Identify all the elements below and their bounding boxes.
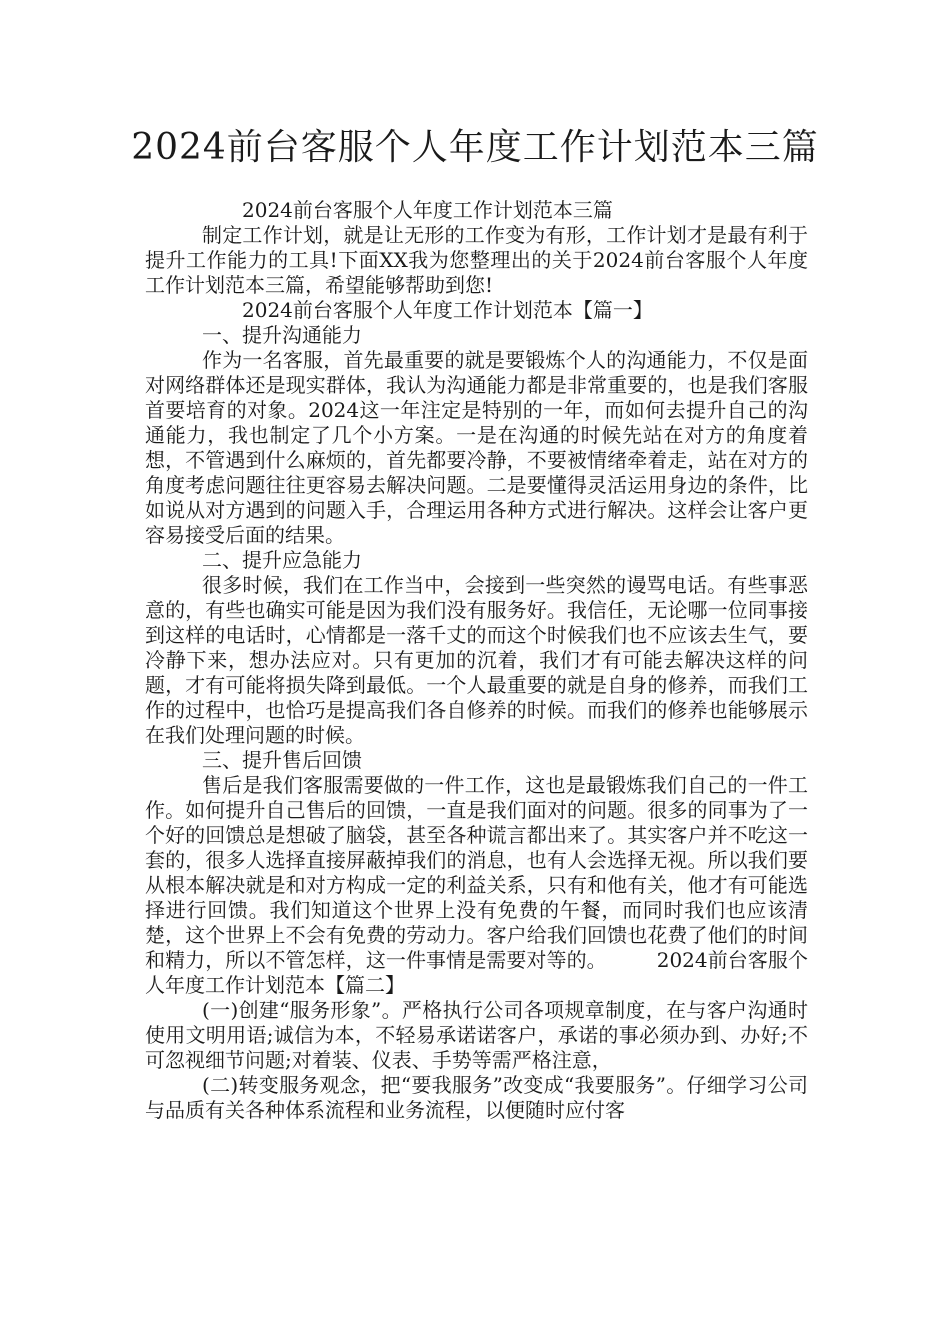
section3-heading: 三、提升售后回馈 bbox=[202, 748, 362, 772]
item1-paragraph: (一)创建“服务形象”。严格执行公司各项规章制度，在与客户沟通时使用文明用语;诚信为本，不轻易承诺诺客户，承诺的事必须办到、办好;不可忽视细节问题;对着装、仪表、手势等需严格注意， bbox=[145, 998, 808, 1072]
section3-text: 售后是我们客服需要做的一件工作，这也是最锻炼我们自己的一件工作。如何提升自己售后的回馈，一直是我们面对的问题。很多的同事为了一个好的回馈总是想破了脑袋，甚至各种谎言都出来了。其实客户并不吃这一套的，很多人选择直接屏蔽掉我们的消息，也有人会选择无视。所以我们要从根本解决就是和对方构成一定的利益关系，只有和他有关，他才有可能选择进行回馈。我们知道这个世界上没有免费的午餐，而同时我们也应该清楚，这个世界上不会有免费的劳动力。客户给我们回馈也花费了他们的时间和精力，所以不管怎样，这一件事情是需要对等的。 bbox=[145, 773, 808, 972]
subtitle: 2024前台客服个人年度工作计划范本三篇 bbox=[242, 198, 613, 222]
document-title: 2024前台客服个人年度工作计划范本三篇 bbox=[131, 127, 819, 168]
section2-heading: 二、提升应急能力 bbox=[202, 548, 362, 572]
section3-paragraph bbox=[145, 773, 808, 998]
document-body bbox=[145, 198, 808, 1123]
section1-heading: 一、提升沟通能力 bbox=[202, 323, 362, 347]
part1-title: 2024前台客服个人年度工作计划范本【篇一】 bbox=[242, 298, 653, 322]
section2-paragraph: 很多时候，我们在工作当中，会接到一些突然的谩骂电话。有些事恶意的，有些也确实可能是因为我们没有服务好。我信任，无论哪一位同事接到这样的电话时，心情都是一落千丈的而这个时候我们也不应该去生气，要冷静下来，想办法应对。只有更加的沉着，我们才有可能去解决这样的问题，才有可能将损失降到最低。一个人最重要的就是自身的修养，而我们工作的过程中，也恰巧是提高我们各自修养的时候。而我们的修养也能够展示在我们处理问题的时候。 bbox=[145, 573, 808, 747]
intro-paragraph: 制定工作计划，就是让无形的工作变为有形，工作计划才是最有利于提升工作能力的工具!下面XX我为您整理出的关于2024前台客服个人年度工作计划范本三篇，希望能够帮助到您! bbox=[145, 223, 808, 297]
section1-paragraph: 作为一名客服，首先最重要的就是要锻炼个人的沟通能力，不仅是面对网络群体还是现实群体，我认为沟通能力都是非常重要的，也是我们客服首要培育的对象。2024这一年注定是特别的一年，而如何去提升自己的沟通能力，我也制定了几个小方案。一是在沟通的时候先站在对方的角度着想，不管遇到什么麻烦的，首先都要冷静，不要被情绪牵着走，站在对方的角度考虑问题往往更容易去解决问题。二是要懂得灵活运用身边的条件，比如说从对方遇到的问题入手，合理运用各种方式进行解决。这样会让客户更容易接受后面的结果。 bbox=[145, 348, 808, 547]
part2-title: 2024前台客服个人年度工作计划范本【篇二】 bbox=[145, 948, 809, 997]
item2-paragraph: (二)转变服务观念，把“要我服务”改变成“我要服务”。仔细学习公司与品质有关各种体系流程和业务流程，以便随时应付客 bbox=[145, 1073, 808, 1122]
